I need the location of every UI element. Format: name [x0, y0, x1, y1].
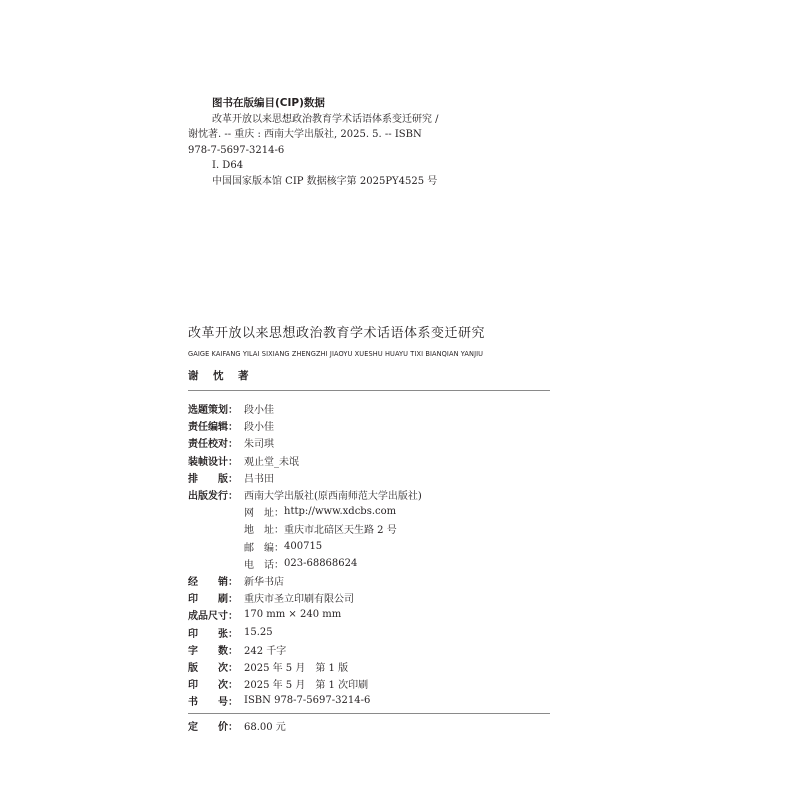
detail-subrow: [188, 520, 558, 537]
book-title-pinyin: GAIGE KAIFANG YILAI SIXIANG ZHENGZHI JIAOYU XUESHU HUAYU TIXI BIANQIAN YANJIU: [188, 350, 484, 358]
detail-row: [188, 572, 558, 589]
detail-sublabel: 网 址：: [244, 508, 284, 520]
cip-record-number: 中国国家版本馆 CIP 数据核字第 2025PY4525 号: [212, 175, 438, 187]
detail-value: 242 千字: [244, 645, 287, 657]
detail-subrow: [188, 555, 558, 572]
detail-row: [188, 452, 558, 469]
detail-sublabel: 地 址：: [244, 525, 284, 537]
detail-label: 责任编辑：: [188, 422, 238, 434]
detail-label: 责任校对：: [188, 439, 238, 451]
detail-value: 西南大学出版社(原西南师范大学出版社): [244, 491, 422, 503]
detail-value: 段小佳: [244, 405, 274, 417]
detail-label: 装帧设计：: [188, 456, 238, 468]
cip-heading: 图书在版编目(CIP)数据: [212, 97, 325, 109]
detail-value: http://www.xdcbs.com: [284, 506, 397, 518]
detail-row: [188, 400, 558, 417]
cip-line: 改革开放以来思想政治教育学术话语体系变迁研究 /: [212, 113, 439, 125]
detail-value: 段小佳: [244, 422, 274, 434]
detail-value: 2025 年 5 月 第 1 次印刷: [244, 680, 369, 692]
book-info: [188, 322, 558, 383]
detail-row: [188, 417, 558, 434]
book-author: 谢 忱 著: [188, 370, 251, 382]
detail-label: 字 数：: [188, 645, 238, 657]
detail-row: [188, 606, 558, 623]
detail-sublabel: 邮 编：: [244, 542, 284, 554]
detail-label: 经 销：: [188, 576, 238, 588]
detail-subrow: [188, 503, 558, 520]
cip-line: 谢忱著. -- 重庆 : 西南大学出版社, 2025. 5. -- ISBN: [188, 129, 422, 140]
cip-block: [188, 96, 558, 189]
detail-row: [188, 641, 558, 658]
detail-row: [188, 675, 558, 692]
detail-row: [188, 658, 558, 675]
price-block: [188, 717, 558, 734]
cip-classification: Ⅰ. D64: [212, 160, 244, 171]
book-title: 改革开放以来思想政治教育学术话语体系变迁研究: [188, 326, 486, 341]
detail-value: 023-68868624: [284, 557, 358, 569]
detail-subrow: [188, 538, 558, 555]
detail-value: 400715: [284, 540, 323, 552]
publication-details: [188, 400, 558, 709]
detail-value: ISBN 978-7-5697-3214-6: [244, 695, 371, 707]
cip-line: 978-7-5697-3214-6: [188, 144, 285, 156]
detail-sublabel: 电 话：: [244, 559, 284, 571]
detail-label: 排 版：: [188, 473, 238, 485]
detail-label: 出版发行：: [188, 491, 238, 503]
detail-label: 印 次：: [188, 680, 238, 692]
detail-value: 170 mm × 240 mm: [244, 609, 342, 621]
detail-value: 15.25: [244, 626, 273, 638]
detail-row: [188, 623, 558, 640]
divider: [188, 390, 550, 391]
detail-row: [188, 434, 558, 451]
divider: [188, 713, 550, 714]
detail-value: 2025 年 5 月 第 1 版: [244, 662, 349, 674]
detail-row: [188, 692, 558, 709]
detail-label: 印 张：: [188, 628, 238, 640]
detail-row: [188, 486, 558, 503]
detail-value: 重庆市北碚区天生路 2 号: [284, 525, 397, 537]
detail-value: 重庆市圣立印刷有限公司: [244, 594, 354, 606]
detail-label: 印 刷：: [188, 594, 238, 606]
detail-label: 书 号：: [188, 697, 238, 709]
detail-value: 新华书店: [244, 576, 284, 588]
detail-label: 选题策划：: [188, 405, 238, 417]
price-value: 68.00 元: [244, 722, 286, 734]
price-label: 定 价：: [188, 722, 238, 734]
detail-row: [188, 589, 558, 606]
price-row: [188, 717, 558, 734]
detail-row: [188, 469, 558, 486]
detail-label: 版 次：: [188, 662, 238, 674]
detail-label: 成品尺寸：: [188, 611, 238, 623]
detail-value: 朱司琪: [244, 439, 274, 451]
detail-value: 吕书田: [244, 473, 274, 485]
detail-value: 观止堂_未氓: [244, 456, 299, 468]
